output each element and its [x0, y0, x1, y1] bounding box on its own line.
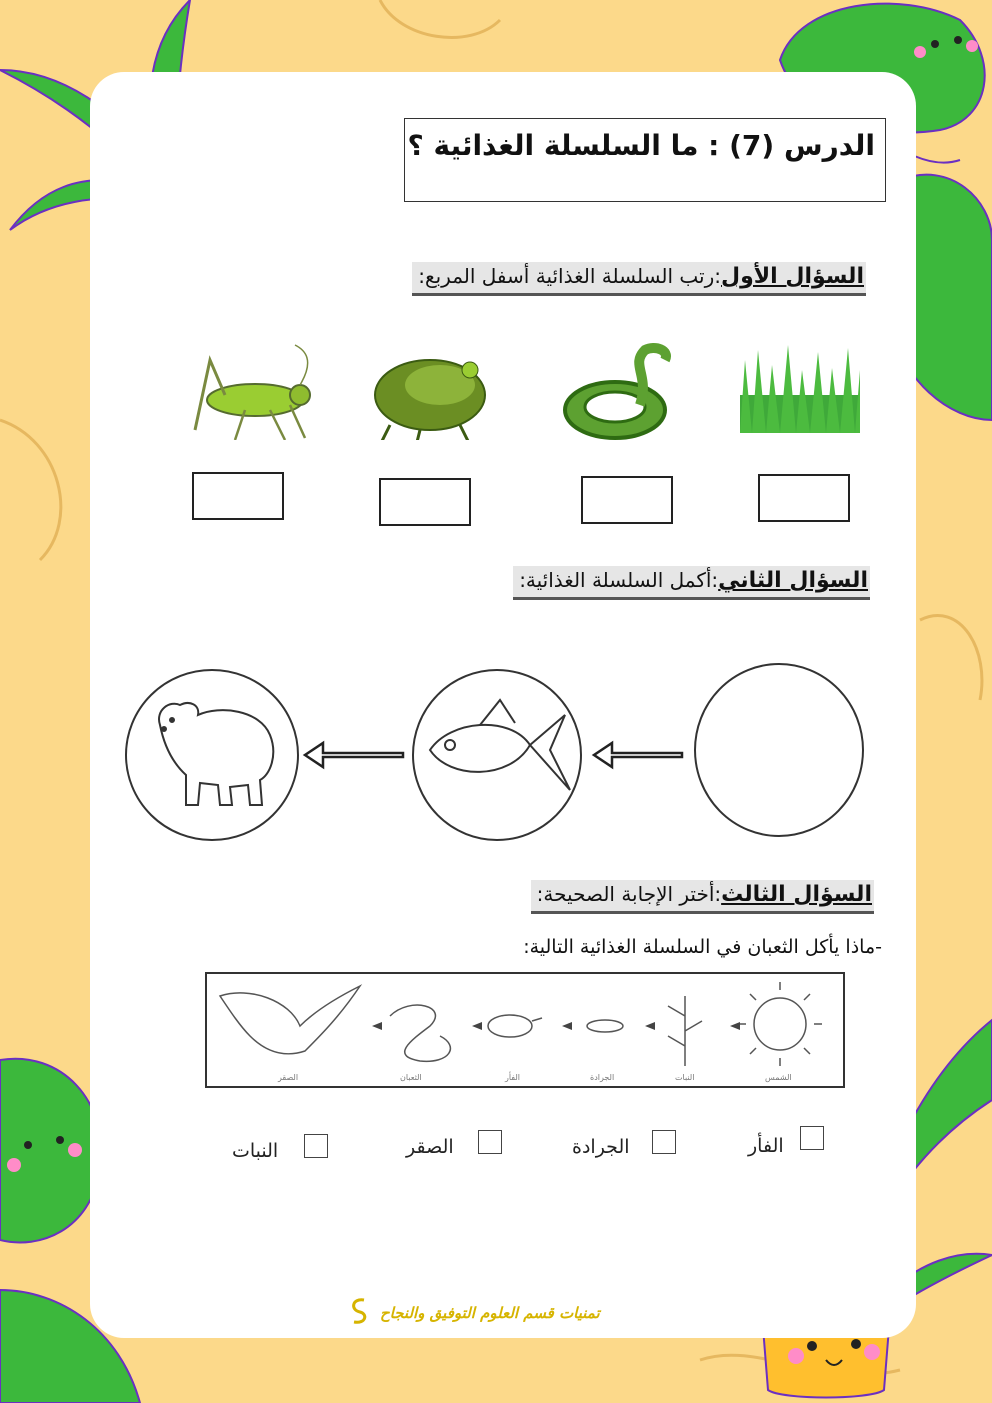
option-label-mouse: الفأر	[748, 1135, 784, 1157]
hawk-image	[220, 986, 360, 1054]
swirl-icon	[346, 1296, 372, 1326]
answer-box-snake[interactable]	[581, 476, 673, 524]
chain-label-locust: الجرادة	[590, 1073, 615, 1082]
question-1-heading	[412, 262, 866, 296]
option-checkbox-mouse[interactable]	[800, 1126, 824, 1150]
arrow-left-2	[594, 743, 682, 767]
chain-label-hawk: الصقر	[278, 1073, 299, 1082]
answer-box-frog[interactable]	[379, 478, 471, 526]
food-chain-strip-drawings	[210, 976, 840, 1076]
chain-label-sun: الشمس	[765, 1073, 792, 1082]
option-checkbox-hawk[interactable]	[478, 1130, 502, 1154]
snake-drawing	[390, 1005, 450, 1061]
option-checkbox-plant[interactable]	[304, 1134, 328, 1158]
food-chain-diagram	[120, 655, 870, 855]
answer-box-grass[interactable]	[758, 474, 850, 522]
question-1-label: السؤال الأول	[721, 264, 864, 289]
option-checkbox-locust[interactable]	[652, 1130, 676, 1154]
chain-label-mouse: الفأر	[505, 1073, 521, 1082]
option-label-locust: الجرادة	[572, 1136, 630, 1158]
option-label-hawk: الصقر	[406, 1136, 454, 1158]
grasshopper-drawing	[587, 1020, 623, 1032]
footer-message: تمنيات قسم العلوم التوفيق والنجاح	[380, 1304, 600, 1322]
sun-drawing	[738, 982, 822, 1066]
question-2-label: السؤال الثاني	[718, 568, 868, 593]
grass-image	[740, 345, 860, 433]
option-label-plant: النبات	[232, 1140, 279, 1162]
grasshopper-image	[195, 345, 310, 440]
empty-circle	[695, 664, 863, 836]
snake-image	[565, 348, 666, 438]
mouse-drawing	[488, 1015, 542, 1037]
question-3-heading	[531, 880, 874, 914]
question-2-heading	[513, 566, 870, 600]
answer-box-grasshopper[interactable]	[192, 472, 284, 520]
lesson-title: الدرس (7) : ما السلسلة الغذائية ؟	[407, 129, 875, 162]
plant-drawing	[668, 996, 702, 1066]
frog-image	[375, 360, 485, 440]
arrow-left-1	[305, 743, 403, 767]
chain-label-plant: النبات	[675, 1073, 695, 1082]
question-3-label: السؤال الثالث	[721, 882, 872, 907]
chain-label-snake: الثعبان	[400, 1073, 422, 1082]
title-box	[404, 118, 886, 202]
question-1-text: :رتب السلسلة الغذائية أسفل المربع:	[418, 264, 722, 288]
question-3-text: :أختر الإجابة الصحيحة:	[536, 882, 722, 906]
question-2-text: :أكمل السلسلة الغذائية:	[519, 568, 719, 592]
fish-circle	[413, 670, 581, 840]
question-prompt: -ماذا يأكل الثعبان في السلسلة الغذائية التالية:	[523, 936, 882, 958]
q1-images	[170, 340, 870, 440]
bear-circle	[126, 670, 298, 840]
